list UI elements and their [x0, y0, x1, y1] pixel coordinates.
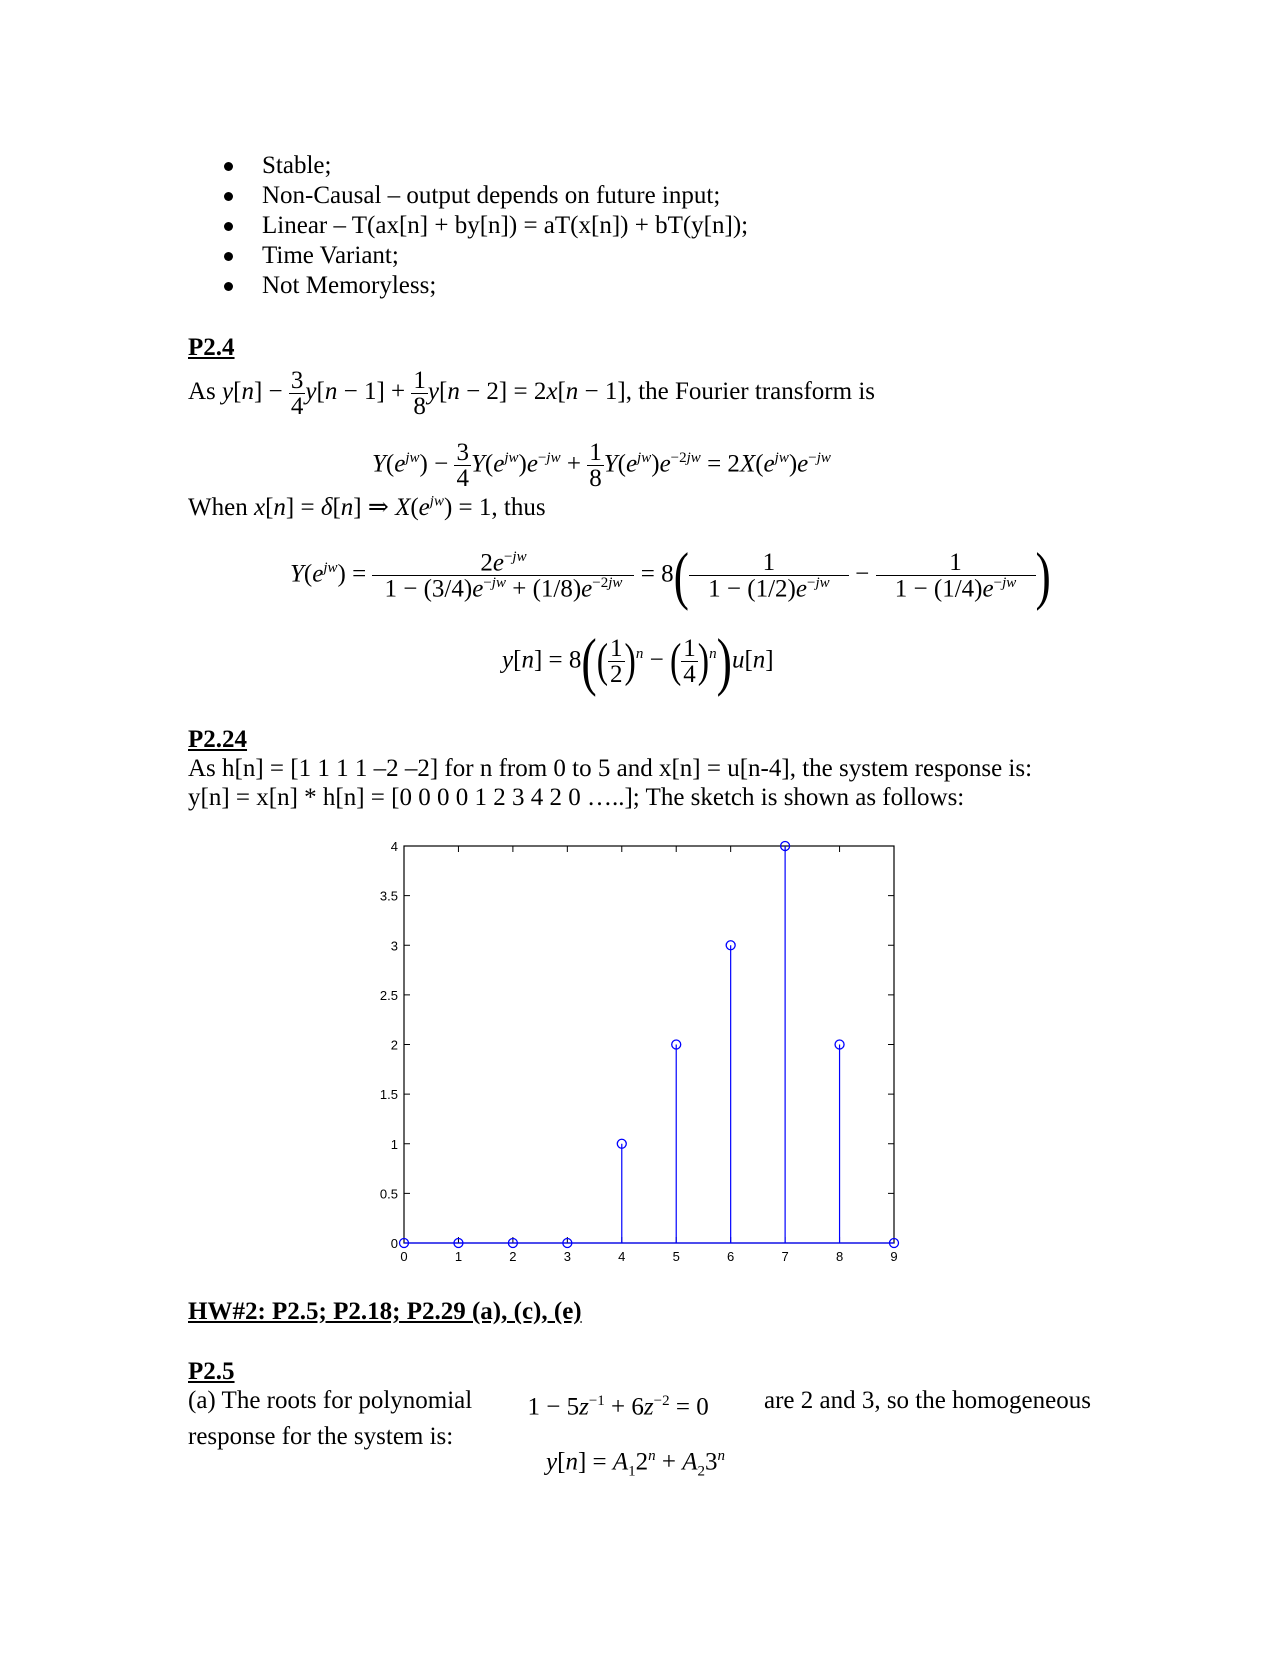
bullet-dot [224, 162, 233, 171]
x-tick-label: 5 [672, 1249, 680, 1264]
list-item: Non-Causal – output depends on future input; [262, 182, 721, 209]
p2-5-text-b: are 2 and 3, so the homogeneous [763, 1387, 1091, 1414]
intro-prefix: As [188, 378, 216, 405]
plot-frame [404, 846, 894, 1243]
list-item: Time Variant; [262, 242, 399, 269]
y-tick-label: 2.5 [379, 987, 398, 1003]
section-title-p2-4: P2.4 [188, 334, 235, 361]
y-tick-label: 2 [390, 1037, 398, 1053]
bullet-dot [224, 252, 233, 261]
when-prefix: When [188, 494, 248, 521]
x-tick-label: 4 [618, 1249, 626, 1264]
x-tick-label: 9 [890, 1249, 898, 1264]
when-suffix: , thus [491, 494, 546, 521]
y-tick-label: 1 [390, 1136, 398, 1152]
section-title-p2-24: P2.24 [188, 726, 248, 753]
x-tick-label: 1 [454, 1249, 463, 1264]
characteristic-polynomial: $1 - 5z^{-1} + 6z^{-2} = 0$ [527, 1393, 709, 1421]
list-item: Linear – T(ax[n] + by[n]) = aT(x[n]) + bT(y[n]); [262, 212, 749, 239]
fourier-transform-equation: $Y(e^{jw})$ − $\frac{3}{4}$ $Y(e^{jw})e^{-jw}$ + $\frac{1}{8}$ $Y(e^{jw})e^{-2jw} = 2X(e^{jw})e^{-jw}$ [372, 439, 831, 493]
hw-title: HW#2: P2.5; P2.18; P2.29 (a), (c), (e) [188, 1298, 582, 1325]
y-tick-label: 0.5 [379, 1186, 398, 1202]
p2-5-text-a: (a) The roots for polynomial [188, 1387, 473, 1414]
y-tick-label: 3.5 [379, 888, 398, 904]
p2-5-text-c: response for the system is: [188, 1423, 454, 1451]
list-item: Stable; [262, 152, 332, 179]
bullet-dot [224, 192, 233, 201]
x-tick-label: 7 [781, 1249, 789, 1264]
bullet-dot [224, 282, 233, 291]
p2-5-paragraph [188, 1386, 1091, 1452]
bullet-dot [224, 222, 233, 231]
y-tick-label: 3 [390, 938, 398, 954]
p2-5-line-1 [188, 1386, 1091, 1422]
homogeneous-response-equation: $y[n] = A_12^n + A_23^n$ [546, 1448, 726, 1480]
list-item: Not Memoryless; [262, 272, 437, 299]
p2-24-line-1: As h[n] = [1 1 1 1 –2 –2] for n from 0 to 5 and x[n] = u[n-4], the system response is: [188, 755, 1033, 782]
impulse-condition: x[n] = δ[n] ⇒ $X(e^{jw}) = 1$ [253, 493, 492, 521]
x-tick-label: 0 [400, 1249, 408, 1264]
stem-chart [340, 830, 930, 1270]
section-title-p2-5: P2.5 [188, 1358, 235, 1385]
impulse-response-equation: y[n] = 8(( $\frac{1}{2}$ )$^n$ − ( $\frac{1}{4}$ )$^n$)u[n] [502, 625, 774, 697]
impulse-input-line [188, 492, 546, 522]
x-tick-label: 3 [563, 1249, 571, 1264]
x-tick-label: 2 [509, 1249, 517, 1264]
x-tick-label: 8 [835, 1249, 844, 1264]
transfer-function-equation: $Y(e^{jw})$ = $\frac{2e^{-jw}}{1 - (3/4)e^{-jw} + (1/8)e^{-2jw}}$ = 8( $\frac{1}{1 - (1/2)e^{-jw}}$ − $\frac{1}{1 - (1/4)e^{-jw}}$ ) [290, 539, 1051, 611]
y-tick-label: 1.5 [379, 1087, 398, 1103]
difference-equation-line [188, 362, 875, 422]
x-tick-label: 6 [727, 1249, 735, 1264]
y-tick-label: 0 [390, 1236, 398, 1251]
p2-24-line-2: y[n] = x[n] * h[n] = [0 0 0 0 1 2 3 4 2 0 …..]; The sketch is shown as follows: [188, 784, 965, 811]
intro-suffix: , the Fourier transform is [625, 378, 875, 405]
y-tick-label: 4 [390, 839, 398, 854]
difference-equation: y[n] − $\frac{3}{4}$ y[n − 1] + $\frac{1}{8}$ y[n − 2] = 2x[n − 1] [222, 366, 626, 420]
